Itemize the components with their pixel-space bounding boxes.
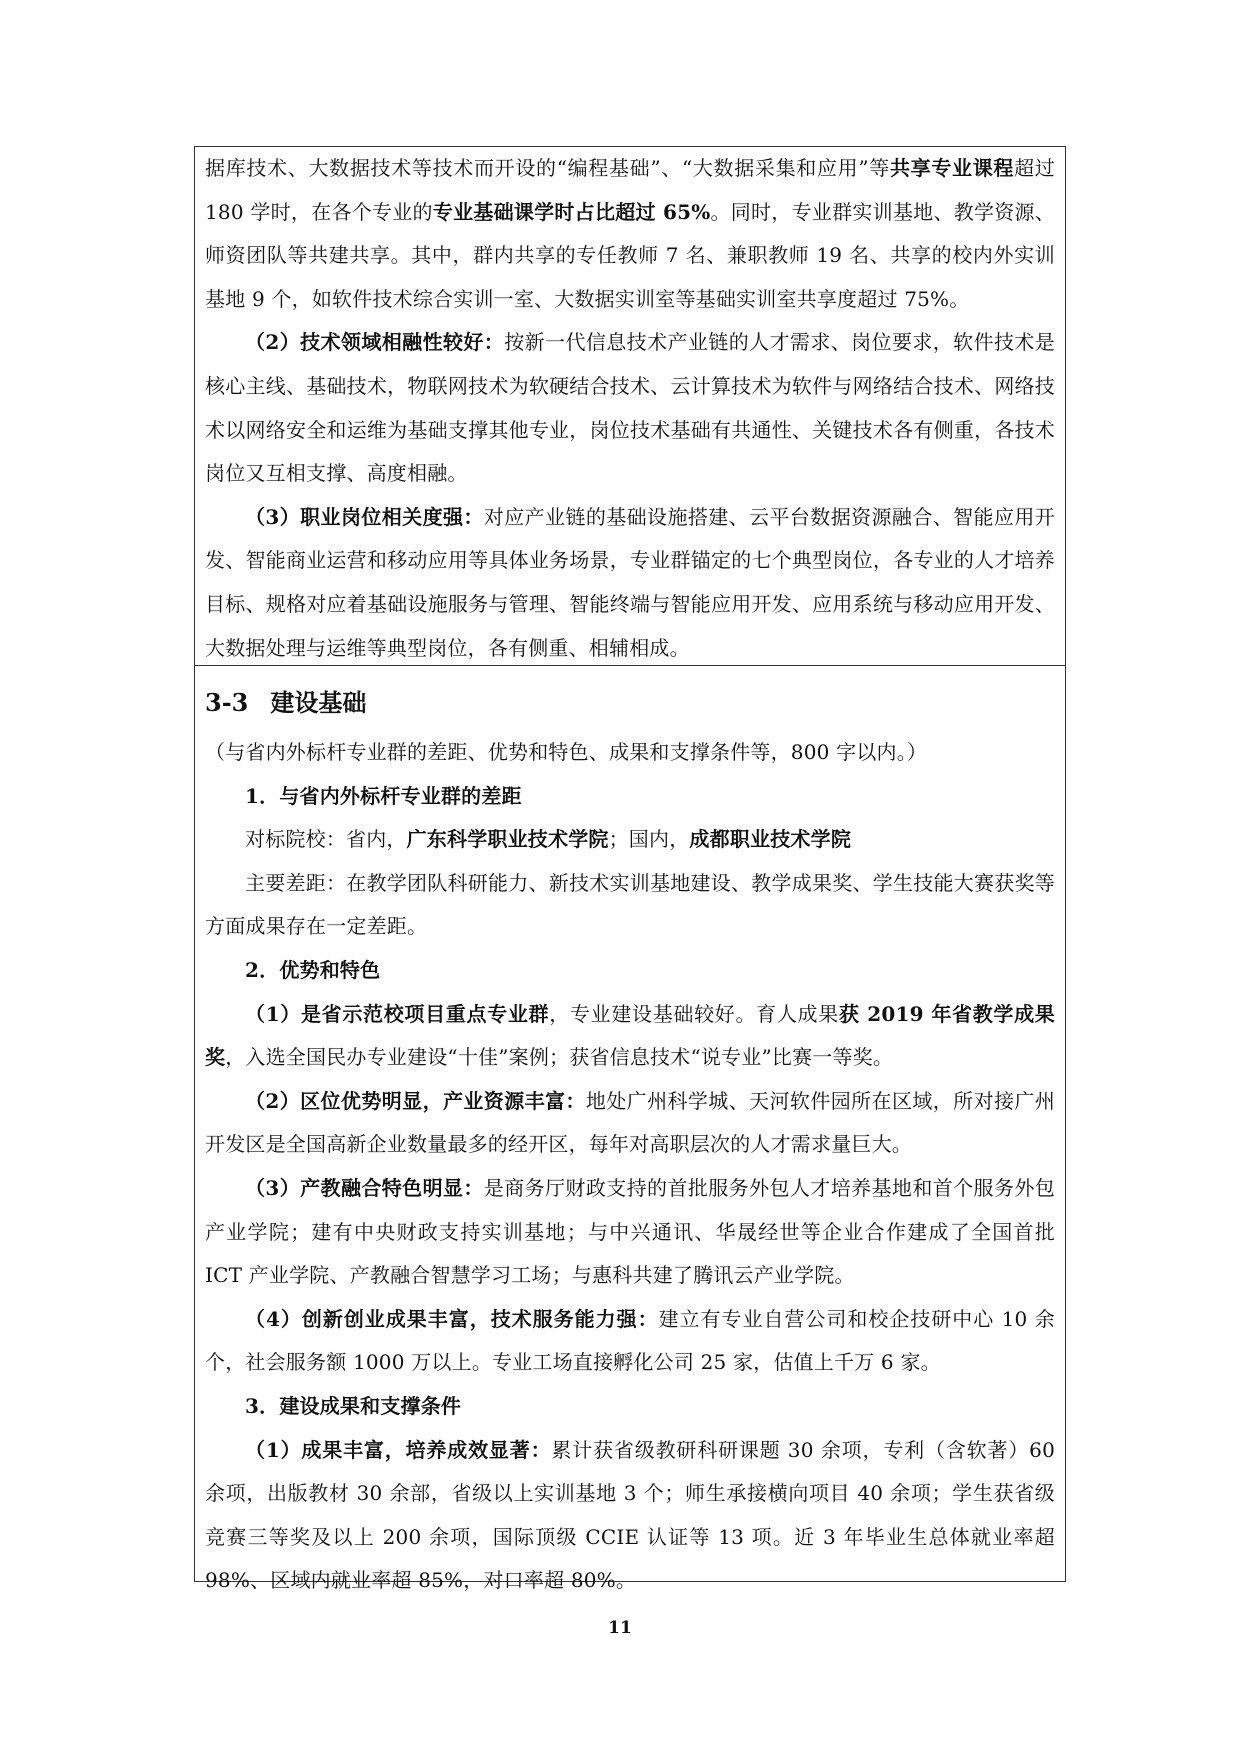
bold-text: 共享专业课程: [889, 156, 1015, 180]
text: 据库技术、大数据技术等技术而开设的“编程基础”、“大数据采集和应用”等: [205, 156, 890, 180]
bold-text: 专业基础课学时占比超过 65%: [432, 199, 711, 224]
text: 对应产业链的基础设施搭建、云平台数据资源融合、智能应用开发、智能商业运营和移动应用等具体业务场景，专业群锚定的七个典型岗位，各专业的人才培养目标、规格对应着基础设施服务与管理、智能终端与智能应用开发、应用系统与移动应用开发、大数据处理与运维等典型岗位，各有侧重、相辅相成。: [205, 504, 1055, 660]
subheading-advantages: 2．优势和特色: [245, 957, 381, 982]
table-divider: [195, 665, 1065, 666]
page-number: 11: [608, 1618, 632, 1638]
paragraph-job-positions: [205, 496, 1055, 670]
paragraph-adv-1: [205, 993, 1055, 1080]
bold-lead: （4）创新创业成果丰富，技术服务能力强：: [245, 1306, 659, 1331]
text: ；国内，: [608, 827, 690, 852]
text: 。同时，专业群实训基地、教学资源、师资团队等共建共享。其中，群内共享的专任教师 7 名、兼职教师 19 名、共享的校内外实训基地 9 个，如软件技术综合实训一室、大数据实训室等基础实训室共享度超过 75%。: [205, 199, 1055, 311]
bold-text: 获 2019 年省教学成果奖: [205, 1001, 1055, 1070]
section-title: 建设基础: [270, 689, 367, 717]
bold-text: 成都职业技术学院: [689, 827, 852, 852]
text: 建立有专业自营公司和校企技研中心 10 余个，社会服务额 1000 万以上。专业工场直接孵化公司 25 家，估值上千万 6 家。: [205, 1306, 1055, 1375]
section-note: （与省内外标杆专业群的差距、优势和特色、成果和支撑条件等，800 字以内。）: [205, 740, 928, 764]
section-number: 3-3: [205, 688, 249, 717]
text: 超过 180 学时，在各个专业的: [205, 156, 1055, 224]
bold-lead: （2）技术领域相融性较好：: [245, 330, 505, 355]
text: 对标院校：省内，: [245, 827, 407, 852]
paragraph-adv-4: [205, 1298, 1055, 1385]
paragraph-adv-3: [205, 1167, 1055, 1298]
bold-lead: （3）职业岗位相关度强：: [245, 504, 484, 529]
form-table: [194, 146, 1066, 1593]
subheading-results: 3．建设成果和支撑条件: [245, 1393, 462, 1418]
paragraph-res-1: [205, 1429, 1055, 1603]
text: 地处广州科学城、天河软件园所在区域，所对接广州开发区是全国高新企业数量最多的经开区，每年对高职层次的人才需求量巨大。: [205, 1088, 1055, 1157]
bold-lead: （3）产教融合特色明显：: [245, 1175, 484, 1200]
section-heading: [205, 675, 1055, 731]
text: 是商务厅财政支持的首批服务外包人才培养基地和首个服务外包产业学院；建有中央财政支持实训基地；与中兴通讯、华晟经世等企业合作建成了全国首批 ICT 产业学院、产教融合智慧学习工场；与惠科共建了腾讯云产业学院。: [205, 1175, 1055, 1288]
bold-lead: （2）区位优势明显，产业资源丰富：: [245, 1088, 586, 1113]
section-3-3: [205, 675, 1055, 1603]
text: 按新一代信息技术产业链的人才需求、岗位要求，软件技术是核心主线、基础技术，物联网技术为软硬结合技术、云计算技术为软件与网络结合技术、网络技术以网络安全和运维为基础支撑其他专业，岗位技术基础有共通性、关键技术各有侧重，各技术岗位又互相支撑、高度相融。: [205, 330, 1055, 486]
text: ，专业建设基础较好。育人成果: [549, 1001, 839, 1026]
section-top: [205, 147, 1055, 670]
bold-text: 广东科学职业技术学院: [406, 827, 609, 852]
paragraph-tech-fields: [205, 321, 1055, 495]
paragraph-adv-2: [205, 1080, 1055, 1167]
bold-lead: （1）是省示范校项目重点专业群: [245, 1001, 550, 1026]
paragraph-benchmark: [205, 818, 1055, 862]
paragraph-shared-courses: [205, 147, 1055, 321]
paragraph-gap: 主要差距：在教学团队科研能力、新技术实训基地建设、教学成果奖、学生技能大赛获奖等方面成果存在一定差距。: [205, 870, 1055, 939]
subheading-gap: 1．与省内外标杆专业群的差距: [245, 783, 522, 808]
text: 累计获省级教研科研课题 30 余项，专利（含软著）60 余项，出版教材 30 余部，省级以上实训基地 3 个；师生承接横向项目 40 余项；学生获省级竞赛三等奖及以上 200 余项，国际顶级 CCIE 认证等 13 项。近 3 年毕业生总体就业率超 98%、区域内就业率超 85%，对口率超 80%。: [205, 1437, 1055, 1593]
bold-lead: （1）成果丰富，培养成效显著：: [245, 1437, 552, 1462]
text: ，入选全国民办专业建设“十佳”案例；获省信息技术“说专业”比赛一等奖。: [225, 1045, 894, 1070]
